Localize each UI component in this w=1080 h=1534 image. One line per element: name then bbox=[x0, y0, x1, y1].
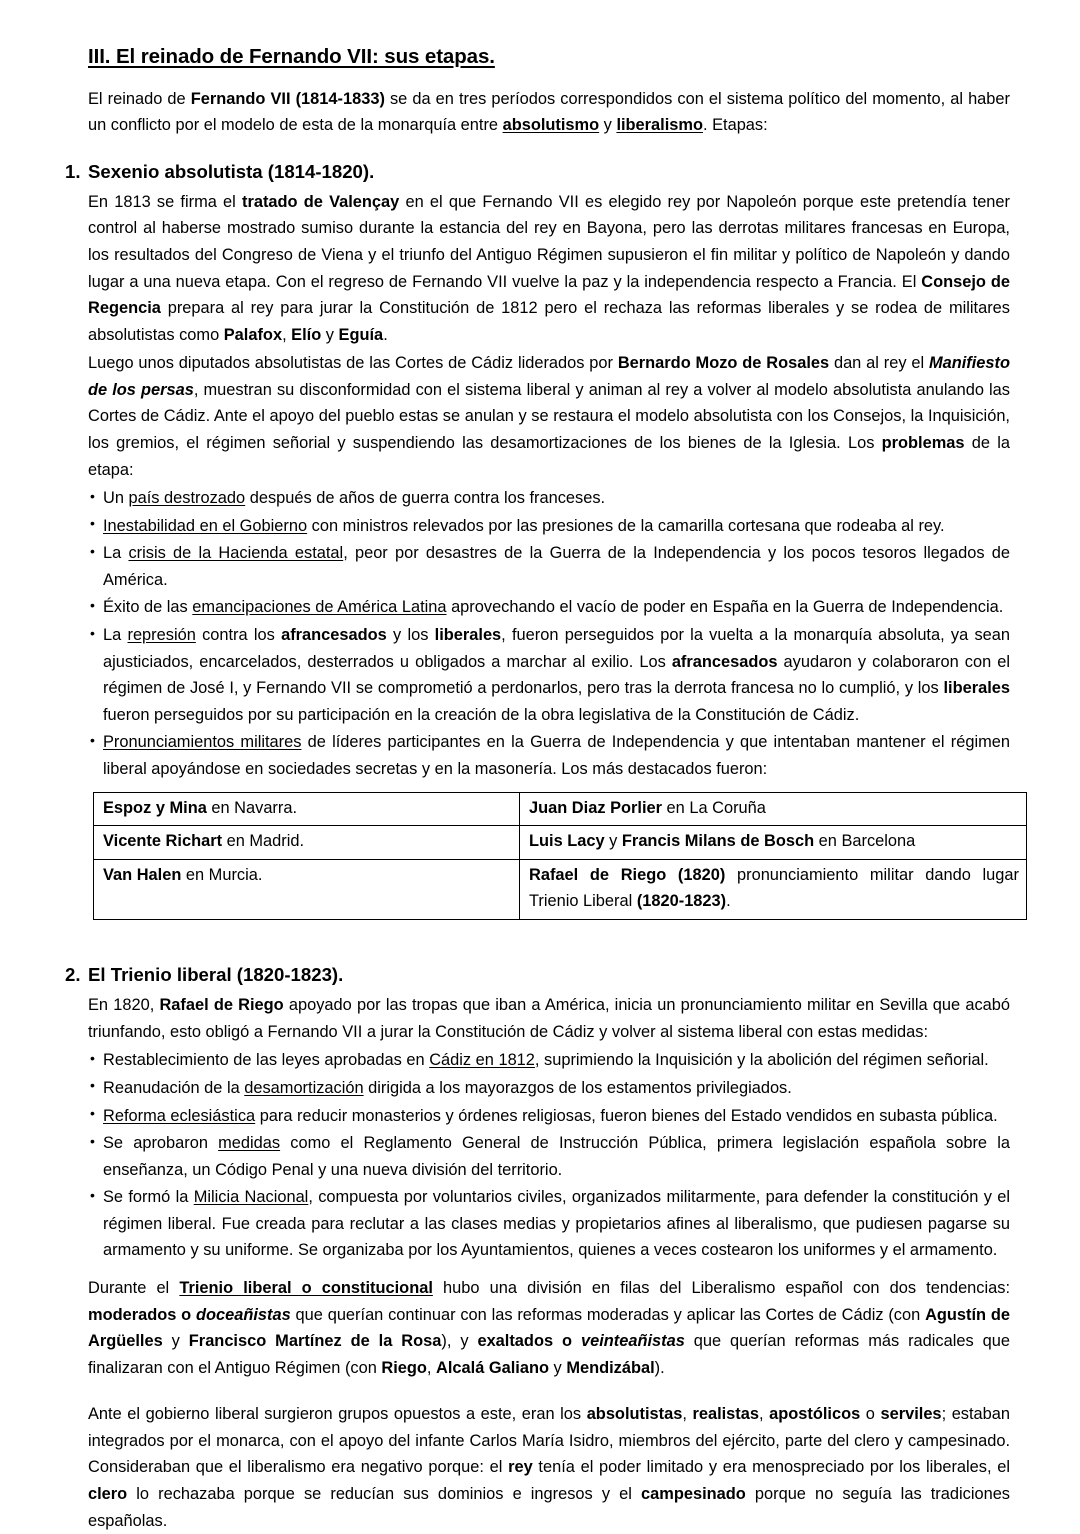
s2b5-underline-milicia-nacional: Milicia Nacional bbox=[193, 1188, 309, 1207]
intro-underline-liberalismo: liberalismo bbox=[616, 116, 703, 135]
s2b4-underline-medidas: medidas bbox=[218, 1134, 281, 1153]
s2b3-text-2: para reducir monasterios y órdenes religiosas, fueron bienes del Estado vendidos en subasta pública. bbox=[255, 1106, 998, 1125]
section-1-bullet-list bbox=[88, 485, 1010, 782]
table-row bbox=[94, 826, 1027, 860]
s1b6-underline-pronunciamientos: Pronunciamientos militares bbox=[103, 733, 302, 752]
s2p2-bold-martinez-rosa: Francisco Martínez de la Rosa bbox=[188, 1332, 442, 1351]
list-item bbox=[90, 1047, 1010, 1074]
s1b4-text-1: Éxito de las bbox=[103, 598, 193, 617]
s1p1-bold-palafox: Palafox bbox=[223, 325, 283, 344]
s2p1-bold-rafael-de-riego: Rafael de Riego bbox=[159, 996, 284, 1015]
s2b1-text-2: , suprimiendo la Inquisición y la abolición del régimen señorial. bbox=[534, 1051, 989, 1070]
list-item bbox=[90, 540, 1010, 593]
s2p2-text-2: hubo una división en filas del Liberalismo español con dos tendencias: bbox=[432, 1278, 1011, 1297]
section-2-number: 2. bbox=[65, 964, 81, 986]
s2b5-text-2: , compuesta por voluntarios civiles, organizados militarmente, para defender la constitución y el régimen liberal. Fue creada para reclutar a las clases medias y propietarios afines al liberalismo, que pudiesen pagarse su armamento y su uniforme. Se organizaba por los Ayuntamientos, quienes a veces costearon los uniformes y el armamento. bbox=[103, 1188, 1010, 1260]
s2p2-text-7: , bbox=[426, 1358, 437, 1377]
s1p2-bold-problemas: problemas bbox=[881, 433, 965, 452]
list-item bbox=[90, 1103, 1010, 1130]
s1b1-text-1: Un bbox=[103, 489, 129, 508]
s1p2-text-3: , muestran su disconformidad con el sistema liberal y animan al rey a volver al modelo absolutista anulando las Cortes de Cádiz. Ante el apoyo del pueblo estas se anulan y se restaura el modelo absolutista con los Consejos, la Inquisición, los gremios, el régimen señorial y suspendiendo las desamortizaciones de los bienes de la Iglesia. Los bbox=[88, 380, 1010, 452]
s1b5-text-4: , fueron perseguidos por la vuelta a la monarquía absoluta, ya sean ajusticiados, encarcelados, desterrados u obligados a marchar al exilio. Los bbox=[103, 626, 1010, 671]
s2p3-text-3: , bbox=[759, 1405, 770, 1424]
s2p3-text-8: porque no seguía las tradiciones españolas. bbox=[88, 1485, 1011, 1530]
paragraph-spacer bbox=[88, 1265, 1010, 1275]
s2p1-text-2: apoyado por las tropas que iban a América, inicia un pronunciamiento militar en Sevilla que acabó triunfando, esto obligó a Fernando VII a jurar la Constitución de Cádiz y volver al sistema liberal con estas medidas: bbox=[88, 996, 1010, 1041]
s2p3-text-5: ; estaban integrados por el monarca, con el apoyo del infante Carlos María Isidro, miembros del ejército, parte del clero y campesinado. Consideraban que el liberalismo era negativo porque: el bbox=[88, 1405, 1011, 1477]
table-cell-right bbox=[520, 860, 1027, 920]
s2p3-text-7: lo rechazaba porque se reducían sus dominios e ingresos y el bbox=[127, 1485, 642, 1504]
section-2-heading bbox=[65, 964, 1010, 986]
s2p2-text-6: que querían reformas más radicales que finalizaran con el Antiguo Régimen (con bbox=[88, 1332, 1010, 1377]
s2p3-bold-clero: clero bbox=[88, 1485, 128, 1504]
section-1-number: 1. bbox=[65, 160, 81, 182]
s1p2-bold-bernardo-mozo: Bernardo Mozo de Rosales bbox=[617, 354, 830, 373]
s1b4-underline-emancipaciones: emancipaciones de América Latina bbox=[192, 598, 447, 617]
s2b4-text-1: Se aprobaron bbox=[103, 1134, 219, 1153]
s2p3-bold-serviles: serviles bbox=[880, 1405, 942, 1424]
s2p2-bold-mendizabal: Mendizábal bbox=[566, 1358, 655, 1377]
s2p3-text-6: tenía el poder limitado y era menospreciado por los liberales, el bbox=[532, 1458, 1010, 1477]
intro-text-1: El reinado de bbox=[88, 89, 191, 108]
s1b5-text-6: fueron perseguidos por su participación en la creación de la obra legislativa de la Constitución de Cádiz. bbox=[103, 705, 860, 724]
table-cell-left bbox=[94, 826, 520, 860]
list-item bbox=[90, 594, 1010, 621]
s2p3-text-4: o bbox=[860, 1405, 881, 1424]
s1p2-text-4: de la etapa: bbox=[88, 433, 1010, 479]
cell-bold-juan-diaz-porlier: Juan Diaz Porlier bbox=[529, 798, 662, 817]
list-item bbox=[90, 1184, 1010, 1264]
cell-bold-trienio-dates: (1820-1823) bbox=[636, 892, 727, 911]
s1b5-bold-afrancesados-1: afrancesados bbox=[281, 626, 387, 645]
s1b5-bold-liberales-2: liberales bbox=[943, 679, 1010, 698]
s1b5-bold-liberales-1: liberales bbox=[434, 626, 502, 645]
page-title: III. El reinado de Fernando VII: sus etapas. bbox=[88, 45, 495, 68]
s2b1-text-1: Restablecimiento de las leyes aprobadas en bbox=[103, 1051, 430, 1070]
s1b3-text-2: , peor por desastres de la Guerra de la Independencia y los pocos tesoros llegados de América. bbox=[103, 544, 1010, 589]
s2p2-bolditalic-doceanistas: doceañistas bbox=[195, 1305, 291, 1324]
s2p3-bold-absolutistas: absolutistas bbox=[586, 1405, 683, 1424]
section-2-paragraph-2 bbox=[88, 1275, 1010, 1381]
cell-text-la-coruna: en La Coruña bbox=[662, 798, 766, 817]
s1b5-text-5: ayudaron y colaboraron con el régimen de José I, y Fernando VII se comprometió a perdonarlos, pero tras la derrota francesa no lo cumplió, y los bbox=[103, 652, 1010, 698]
cell-text-period: . bbox=[726, 892, 731, 911]
s2p2-bold-agustin-arguelles: Agustín de Argüelles bbox=[88, 1305, 1011, 1351]
s2p3-bold-apostolicos: apostólicos bbox=[769, 1405, 861, 1424]
s1p1-text-5: y bbox=[321, 325, 339, 344]
s2p2-bold-riego: Riego bbox=[381, 1358, 427, 1377]
s2p3-text-1: Ante el gobierno liberal surgieron grupos opuestos a este, eran los bbox=[88, 1405, 587, 1424]
cell-text-y: y bbox=[604, 832, 622, 851]
s2p3-bold-campesinado: campesinado bbox=[641, 1485, 746, 1504]
cell-bold-espoz-y-mina: Espoz y Mina bbox=[103, 798, 207, 817]
s1b5-underline-represion: represión bbox=[127, 626, 196, 645]
s1b5-text-2: contra los bbox=[195, 626, 282, 645]
cell-bold-rafael-de-riego: Rafael de Riego (1820) bbox=[529, 866, 726, 885]
s1b5-bold-afrancesados-2: afrancesados bbox=[671, 652, 778, 671]
section-2-title: El Trienio liberal (1820-1823). bbox=[88, 964, 344, 986]
table-cell-left bbox=[94, 860, 520, 920]
s1b5-text-3: y los bbox=[386, 626, 435, 645]
s1b1-underline-pais-destrozado: país destrozado bbox=[128, 489, 246, 508]
table-cell-right bbox=[520, 792, 1027, 826]
section-2-paragraph-1 bbox=[88, 992, 1010, 1045]
intro-text-3: y bbox=[599, 116, 617, 135]
s1p1-bold-consejo-regencia: Consejo de Regencia bbox=[88, 272, 1010, 318]
table-cell-right bbox=[520, 826, 1027, 860]
list-item bbox=[90, 729, 1010, 782]
s2p2-text-3: que querían continuar con las reformas moderadas y aplicar las Cortes de Cádiz (con bbox=[290, 1305, 926, 1324]
section-1-paragraph-1 bbox=[88, 189, 1010, 348]
table-row bbox=[94, 792, 1027, 826]
s2p3-text-2: , bbox=[682, 1405, 693, 1424]
s2p2-text-9: ). bbox=[654, 1358, 665, 1377]
s1p1-text-3: prepara al rey para jurar la Constitución de 1812 pero el rechaza las reformas liberales y se rodea de militares absolutistas como bbox=[88, 299, 1010, 344]
s2p2-bold-alcala-galiano: Alcalá Galiano bbox=[436, 1358, 549, 1377]
pronunciamientos-table bbox=[93, 792, 1027, 921]
s2b2-text-2: dirigida a los mayorazgos de los estamentos privilegiados. bbox=[363, 1078, 792, 1097]
s1b2-underline-inestabilidad: Inestabilidad en el Gobierno bbox=[103, 516, 308, 535]
s1p1-text-1: En 1813 se firma el bbox=[88, 192, 242, 211]
section-1-paragraph-2 bbox=[88, 350, 1010, 483]
s1b4-text-2: aprovechando el vacío de poder en España en la Guerra de Independencia. bbox=[446, 598, 1004, 617]
cell-text-navarra: en Navarra. bbox=[206, 798, 298, 817]
s2b1-underline-cadiz-1812: Cádiz en 1812 bbox=[429, 1051, 535, 1070]
list-item bbox=[90, 485, 1010, 512]
s1b6-text-2: de líderes participantes en la Guerra de Independencia y que intentaban mantener el régimen liberal apoyándose en sociedades secretas y en la masonería. Los más destacados fueron: bbox=[103, 733, 1010, 778]
table-row bbox=[94, 860, 1027, 920]
intro-paragraph bbox=[88, 86, 1010, 139]
s2b4-text-2: como el Reglamento General de Instrucción Pública, primera legislación española sobre la enseñanza, un Código Penal y una nueva división del territorio. bbox=[103, 1134, 1010, 1179]
s1p2-text-2: dan al rey el bbox=[829, 354, 929, 373]
intro-underline-absolutismo: absolutismo bbox=[502, 116, 600, 135]
section-1-body bbox=[88, 189, 1019, 920]
s1p2-text-1: Luego unos diputados absolutistas de las Cortes de Cádiz liderados por bbox=[88, 354, 618, 373]
section-trienio-liberal bbox=[65, 964, 1011, 1534]
s1p1-bold-tratado-valencay: tratado de Valençay bbox=[242, 192, 400, 211]
s2b5-text-1: Se formó la bbox=[103, 1188, 194, 1207]
cell-text-barcelona: en Barcelona bbox=[814, 832, 916, 851]
s1p1-bold-elio: Elío bbox=[291, 325, 322, 344]
cell-bold-vicente-richart: Vicente Richart bbox=[103, 832, 223, 851]
intro-text-2: se da en tres períodos correspondidos con el sistema político del momento, al haber un conflicto por el modelo de esta de la monarquía entre bbox=[88, 89, 1010, 135]
s2p2-text-8: y bbox=[549, 1358, 567, 1377]
s1b3-text-1: La bbox=[103, 544, 129, 563]
section-1-heading bbox=[65, 161, 1010, 183]
s2p3-bold-rey: rey bbox=[508, 1458, 533, 1477]
s2b2-text-1: Reanudación de la bbox=[103, 1078, 245, 1097]
s1b3-underline-crisis-hacienda: crisis de la Hacienda estatal bbox=[128, 544, 344, 563]
s1p1-bold-eguia: Eguía bbox=[338, 325, 384, 344]
s2b2-underline-desamortizacion: desamortización bbox=[244, 1078, 364, 1097]
intro-text-4: . Etapas: bbox=[702, 116, 768, 135]
s1b1-text-2: después de años de guerra contra los franceses. bbox=[245, 489, 606, 508]
cell-text-murcia: en Murcia. bbox=[181, 866, 263, 885]
section-2-bullet-list bbox=[88, 1047, 1010, 1264]
s1p1-text-2: en el que Fernando VII es elegido rey por Napoleón porque este pretendía tener control al haberse mostrado sumiso durante la estancia del rey en Bayona, pero las derrotas militares francesas en Europa, los resultados del Congreso de Viena y el triunfo del Antiguo Régimen supusieron el fin militar y político de Napoleón y dando lugar a una nueva etapa. Con el regreso de Fernando VII vuelve la paz y la independencia respecto a Francia. El bbox=[88, 192, 1010, 291]
s1b5-text-1: La bbox=[103, 626, 128, 645]
s2p2-bolditalic-veinteanistas: veinteañistas bbox=[580, 1332, 685, 1351]
list-item bbox=[90, 1075, 1010, 1102]
s1p2-bolditalic-manifiesto-persas: Manifiesto de los persas bbox=[88, 354, 1011, 399]
s1b2-text-2: con ministros relevados por las presiones de la camarilla cortesana que rodeaba al rey. bbox=[307, 516, 945, 535]
s2p2-bold-exaltados: exaltados o bbox=[477, 1332, 581, 1351]
list-item bbox=[90, 622, 1010, 728]
cell-bold-francis-milans: Francis Milans de Bosch bbox=[621, 832, 815, 851]
s2p2-text-5: ), y bbox=[441, 1332, 478, 1351]
s2p1-text-1: En 1820, bbox=[88, 996, 160, 1015]
s1p1-text-6: . bbox=[383, 325, 388, 344]
cell-text-madrid: en Madrid. bbox=[222, 832, 305, 851]
s1p1-text-4: , bbox=[282, 325, 292, 344]
s2b3-underline-reforma-eclesiastica: Reforma eclesiástica bbox=[103, 1106, 256, 1125]
section-2-body bbox=[88, 992, 1010, 1534]
section-sexenio-absolutista bbox=[65, 160, 1019, 920]
section-1-title: Sexenio absolutista (1814-1820). bbox=[88, 160, 375, 182]
paragraph-spacer bbox=[88, 1383, 1010, 1401]
s2p3-bold-realistas: realistas bbox=[692, 1405, 759, 1424]
list-item bbox=[90, 513, 1010, 540]
cell-bold-van-halen: Van Halen bbox=[103, 866, 182, 885]
section-2-paragraph-3 bbox=[88, 1401, 1010, 1534]
cell-text-pronunciamiento: pronunciamiento militar dando lugar Trienio Liberal bbox=[529, 866, 1019, 911]
s2p2-bold-moderados: moderados o bbox=[88, 1305, 196, 1324]
s2p2-text-1: Durante el bbox=[88, 1278, 180, 1297]
s2p2-boldunderline-trienio-constitucional: Trienio liberal o constitucional bbox=[179, 1278, 433, 1297]
s2p2-text-4: y bbox=[162, 1332, 189, 1351]
list-item bbox=[90, 1130, 1010, 1183]
table-cell-left bbox=[94, 792, 520, 826]
intro-bold-fernando-vii: Fernando VII (1814-1833) bbox=[190, 89, 385, 108]
cell-bold-luis-lacy: Luis Lacy bbox=[529, 832, 605, 851]
